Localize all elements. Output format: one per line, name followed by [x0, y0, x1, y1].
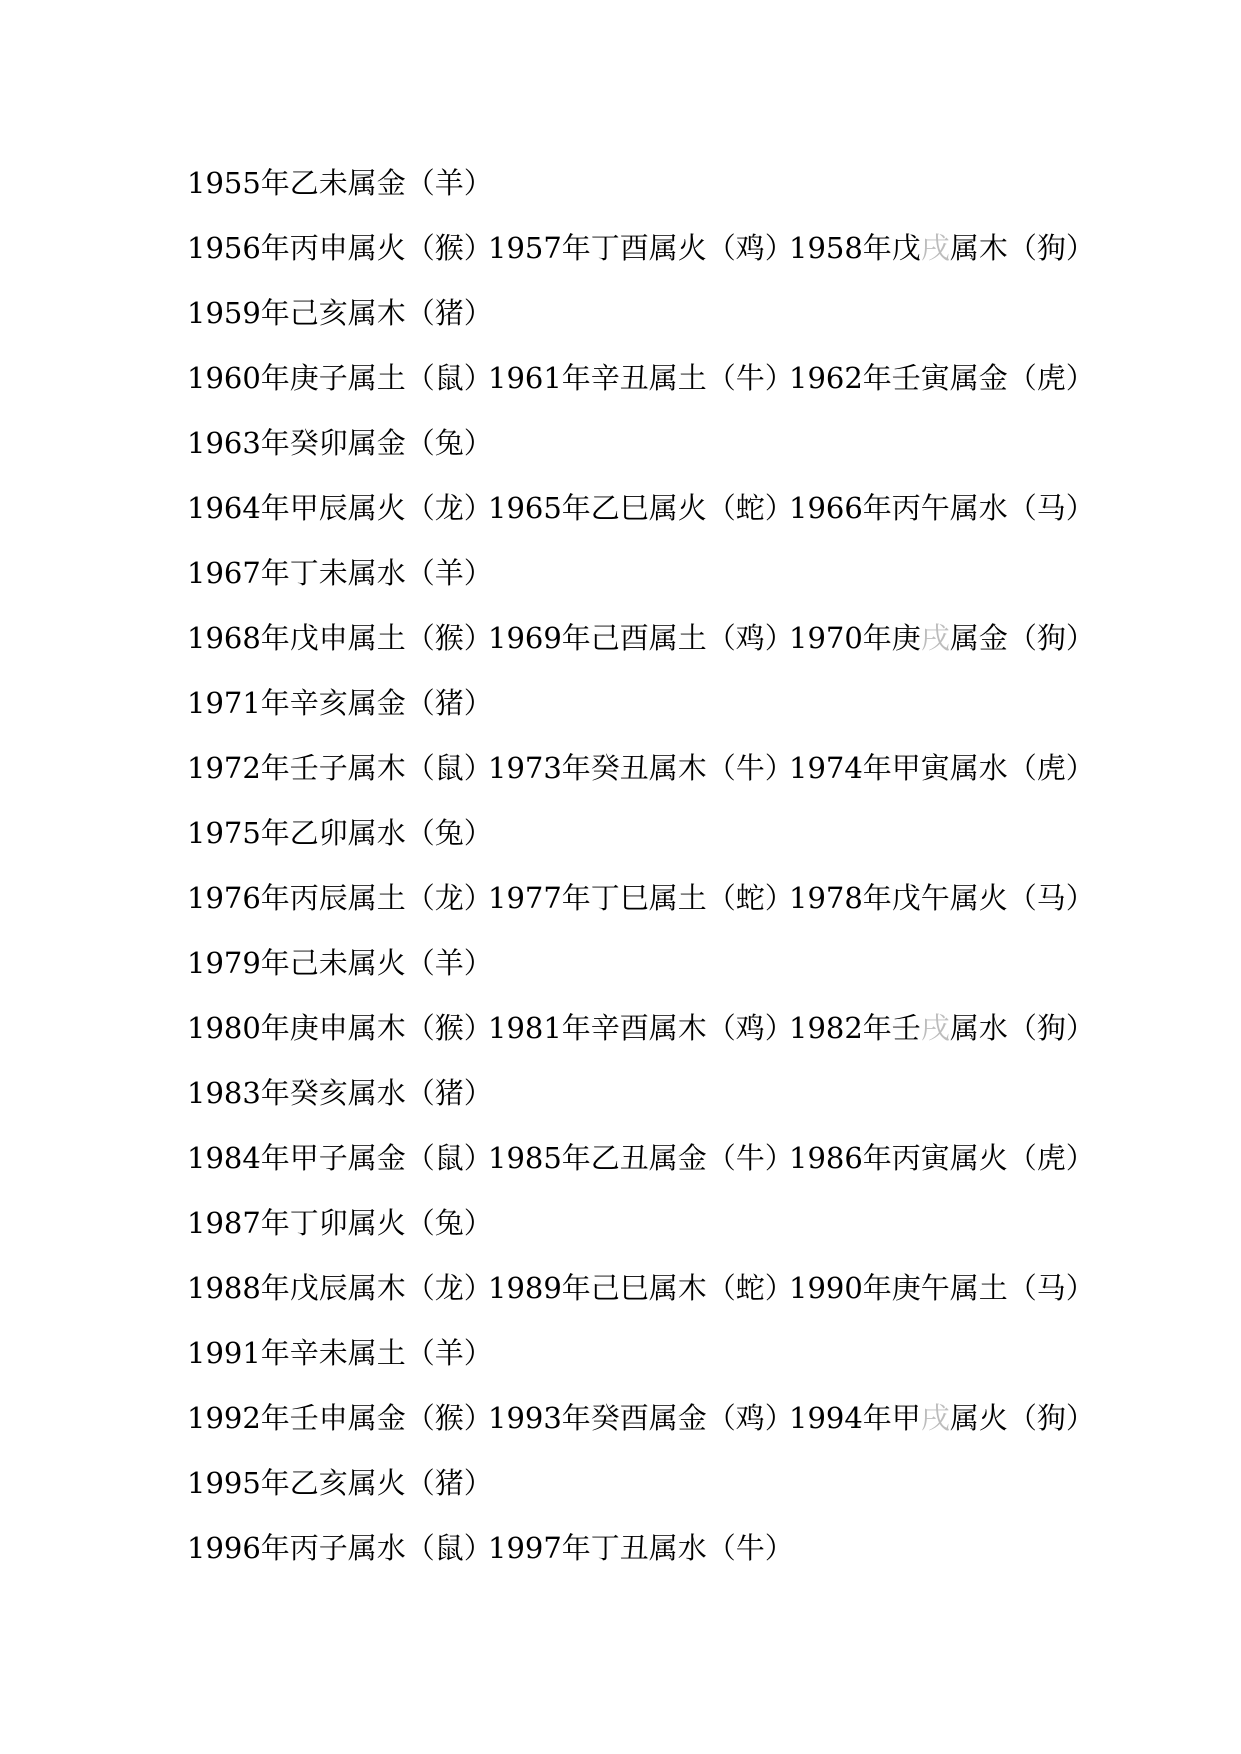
zodiac-year-entry: 1988年戊辰属木（龙）: [187, 1271, 493, 1305]
zodiac-year-entry: 1976年丙辰属土（龙）: [187, 881, 493, 915]
zodiac-year-entry: 1972年壬子属木（鼠）: [187, 751, 493, 785]
zodiac-year-entry: 1977年丁巳属土（蛇）: [488, 881, 794, 915]
zodiac-year-entry: 1969年己酉属土（鸡）: [488, 621, 794, 655]
zodiac-year-entry: 1989年己巳属木（蛇）: [488, 1271, 794, 1305]
zodiac-year-entry: 1959年己亥属木（猪）: [187, 296, 493, 330]
text-line: [187, 613, 1095, 678]
zodiac-year-entry: 1983年癸亥属水（猪）: [187, 1076, 493, 1110]
text-line: [187, 1003, 1095, 1068]
text-line: [187, 1068, 1087, 1133]
zodiac-year-entry: 1970年庚戌属金（狗）: [789, 621, 1095, 655]
text-line: [187, 158, 1087, 223]
zodiac-year-entry: 1987年丁卯属火（兔）: [187, 1206, 493, 1240]
text-line: [187, 938, 1087, 1003]
zodiac-year-entry: 1963年癸卯属金（兔）: [187, 426, 493, 460]
zodiac-year-entry: 1993年癸酉属金（鸡）: [488, 1401, 794, 1435]
zodiac-year-entry: 1982年壬戌属水（狗）: [789, 1011, 1095, 1045]
zodiac-year-entry: 1996年丙子属水（鼠）: [187, 1531, 493, 1565]
faded-character: 戌: [920, 1011, 950, 1045]
zodiac-year-entry: 1997年丁丑属水（牛）: [488, 1531, 794, 1565]
zodiac-year-entry: 1984年甲子属金（鼠）: [187, 1141, 493, 1175]
zodiac-year-entry: 1965年乙巳属火（蛇）: [488, 491, 794, 525]
zodiac-year-entry: 1979年己未属火（羊）: [187, 946, 493, 980]
text-line: [187, 353, 1095, 418]
text-line: [187, 678, 1087, 743]
zodiac-year-entry: 1973年癸丑属木（牛）: [488, 751, 794, 785]
faded-character: 戌: [920, 231, 950, 265]
zodiac-year-entry: 1981年辛酉属木（鸡）: [488, 1011, 794, 1045]
zodiac-year-entry: 1985年乙丑属金（牛）: [488, 1141, 794, 1175]
zodiac-year-entry: 1956年丙申属火（猴）: [187, 231, 493, 265]
text-line: [187, 873, 1095, 938]
zodiac-year-entry: 1961年辛丑属土（牛）: [488, 361, 794, 395]
text-line: [187, 808, 1087, 873]
text-line: [187, 1458, 1087, 1523]
text-line: [187, 223, 1095, 288]
zodiac-year-entry: 1958年戊戌属木（狗）: [789, 231, 1095, 265]
text-line: [187, 1133, 1095, 1198]
zodiac-year-entry: 1986年丙寅属火（虎）: [789, 1141, 1095, 1175]
zodiac-year-entry: 1991年辛未属土（羊）: [187, 1336, 493, 1370]
zodiac-year-entry: 1980年庚申属木（猴）: [187, 1011, 493, 1045]
zodiac-year-entry: 1975年乙卯属水（兔）: [187, 816, 493, 850]
text-line: [187, 1198, 1087, 1263]
zodiac-year-entry: 1955年乙未属金（羊）: [187, 166, 493, 200]
zodiac-year-entry: 1967年丁未属水（羊）: [187, 556, 493, 590]
text-line: [187, 1263, 1095, 1328]
zodiac-year-entry: 1992年壬申属金（猴）: [187, 1401, 493, 1435]
zodiac-year-entry: 1994年甲戌属火（狗）: [789, 1401, 1095, 1435]
zodiac-year-entry: 1966年丙午属水（马）: [789, 491, 1095, 525]
zodiac-year-entry: 1978年戊午属火（马）: [789, 881, 1095, 915]
text-line: [187, 418, 1087, 483]
zodiac-year-entry: 1990年庚午属土（马）: [789, 1271, 1095, 1305]
zodiac-year-entry: 1971年辛亥属金（猪）: [187, 686, 493, 720]
zodiac-year-entry: 1960年庚子属土（鼠）: [187, 361, 493, 395]
text-line: [187, 1393, 1095, 1458]
zodiac-year-entry: 1957年丁酉属火（鸡）: [488, 231, 794, 265]
text-line: [187, 1328, 1087, 1393]
faded-character: 戌: [920, 621, 950, 655]
text-line: [187, 548, 1087, 613]
zodiac-year-list: [187, 158, 1095, 1588]
zodiac-year-entry: 1962年壬寅属金（虎）: [789, 361, 1095, 395]
text-line: [187, 288, 1087, 353]
text-line: [187, 1523, 1087, 1588]
zodiac-year-entry: 1964年甲辰属火（龙）: [187, 491, 493, 525]
zodiac-year-entry: 1995年乙亥属火（猪）: [187, 1466, 493, 1500]
zodiac-year-entry: 1974年甲寅属水（虎）: [789, 751, 1095, 785]
faded-character: 戌: [920, 1401, 950, 1435]
zodiac-year-entry: 1968年戊申属土（猴）: [187, 621, 493, 655]
text-line: [187, 483, 1095, 548]
text-line: [187, 743, 1095, 808]
